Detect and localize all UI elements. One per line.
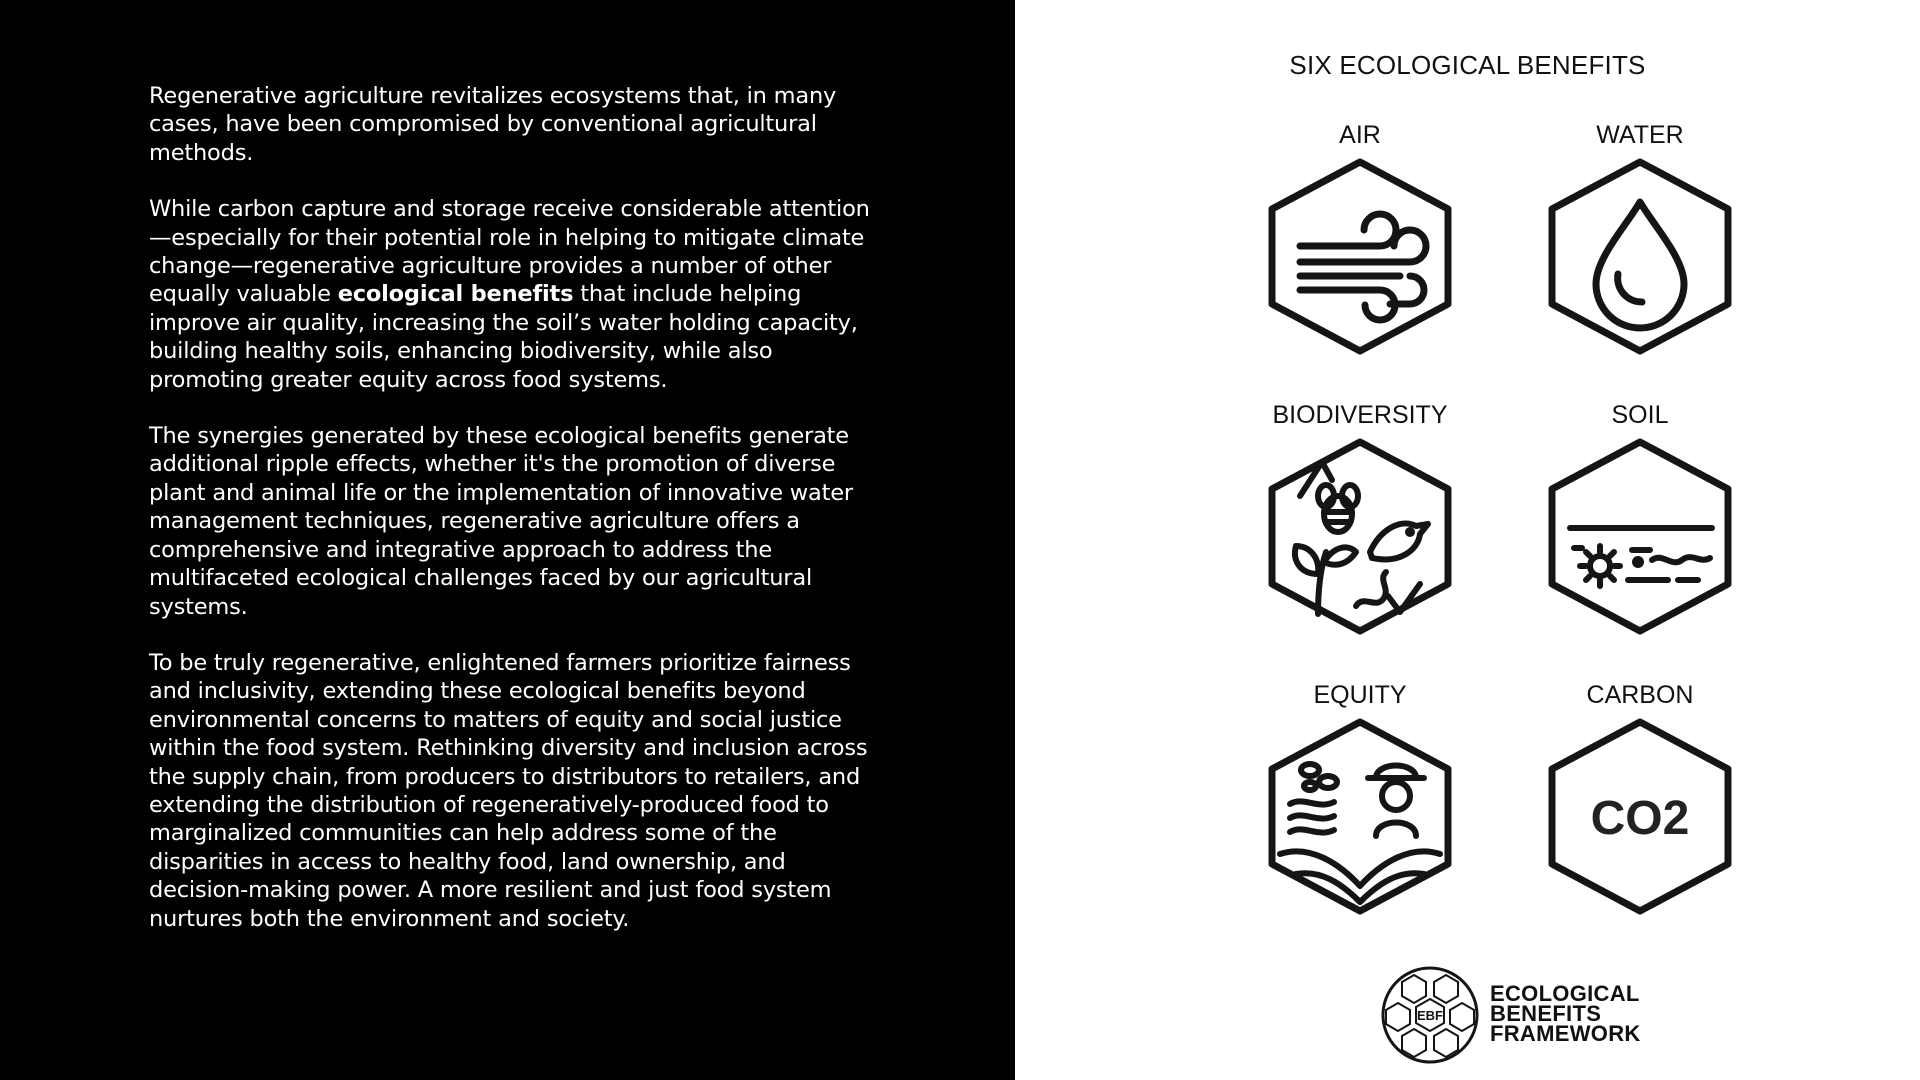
paragraph-equity: To be truly regenerative, enlightened farmers prioritize fairness and inclusivity, extending these ecological benefits beyond environmental concerns to matters of equity and social justice within the food system. Rethinking diversity and inclusion across the supply chain, from producers to distributors to retailers, and extending the distribution of regeneratively-produced food to marginalized communities can help address some of the disparities in access to healthy food, land ownership, and decision-making power. A more resilient and just food system nurtures both the environment and society. [149, 649, 868, 932]
benefit-label-water: WATER [1596, 121, 1684, 149]
ebf-line-2: BENEFITS [1490, 1001, 1602, 1026]
ebf-line-3: FRAMEWORK [1490, 1021, 1641, 1046]
ebf-badge-text: EBF [1417, 1008, 1443, 1023]
paragraph-benefits-b: that include helping improve air quality, increasing the soil’s water holding capacity, building healthy soils, enhancing biodiversity, while also promoting greater equity across food systems. [149, 281, 858, 393]
benefit-label-carbon: CARBON [1586, 681, 1694, 709]
benefit-soil [1520, 398, 1760, 640]
equity-icon [1260, 714, 1460, 920]
benefit-label-biodiversity: BIODIVERSITY [1272, 401, 1448, 429]
paragraph-synergies: The synergies generated by these ecological benefits generate additional ripple effects, whether it's the promotion of diverse plant and animal life or the implementation of innovative water management techniques, regenerative agriculture offers a comprehensive and integrative approach to address the multifaceted ecological challenges faced by our agricultural systems. [149, 423, 853, 620]
benefit-label-soil: SOIL [1611, 401, 1669, 429]
benefit-air [1240, 118, 1480, 360]
benefit-water [1520, 118, 1760, 360]
ebf-line-1: ECOLOGICAL [1490, 981, 1640, 1006]
paragraph-benefits-a: While carbon capture and storage receive considerable attention—especially for their potential role in helping to mitigate climate change—regenerative agriculture provides a number of other equally valuable [149, 196, 870, 308]
ebf-badge-icon [1378, 965, 1482, 1065]
co2-icon [1540, 714, 1740, 920]
co2-icon-text: CO2 [1590, 792, 1690, 845]
benefit-label-equity: EQUITY [1313, 681, 1407, 709]
soil-icon [1540, 434, 1740, 640]
paragraph-benefits [149, 195, 879, 394]
biodiversity-icon [1260, 434, 1460, 640]
water-drop-icon [1540, 154, 1740, 360]
benefit-label-air: AIR [1339, 121, 1381, 149]
ecological-benefits-emphasis: ecological benefits [337, 281, 574, 308]
benefit-carbon [1520, 678, 1760, 920]
benefits-heading: SIX ECOLOGICAL BENEFITS [1289, 50, 1646, 80]
benefit-equity [1240, 678, 1480, 920]
wind-icon [1260, 154, 1460, 360]
benefit-biodiversity [1240, 398, 1480, 640]
paragraph-intro: Regenerative agriculture revitalizes ecosystems that, in many cases, have been compromised by conventional agricultural methods. [149, 83, 837, 166]
body-text [149, 82, 879, 961]
ebf-wordmark [1490, 981, 1641, 1046]
